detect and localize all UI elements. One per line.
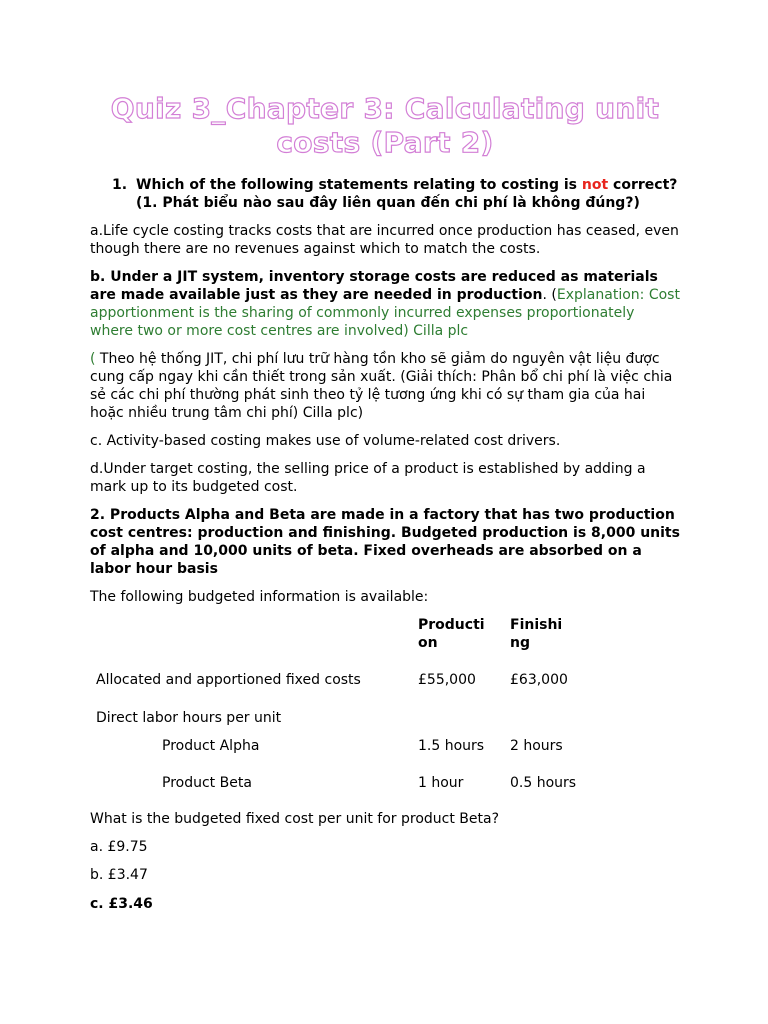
table-cell bbox=[412, 704, 504, 732]
option-b-vietnamese bbox=[90, 350, 680, 422]
answer-option-c: c. £3.46 bbox=[90, 896, 153, 912]
table-row bbox=[90, 760, 580, 806]
question-1-text bbox=[136, 176, 682, 212]
table-cell: £55,000 bbox=[418, 672, 476, 688]
question-2-prompt: What is the budgeted fixed cost per unit for product Beta? bbox=[90, 811, 499, 827]
table-cell: Direct labor hours per unit bbox=[96, 710, 282, 726]
option-d: d.Under target costing, the selling price of a product is established by adding a mark up to its budgeted cost. bbox=[90, 461, 646, 495]
table-cell: Product Alpha bbox=[162, 738, 260, 754]
table-cell: 1.5 hours bbox=[418, 738, 485, 754]
option-a: a.Life cycle costing tracks costs that are incurred once production has ceased, even though there are no revenues against which to match the costs. bbox=[90, 223, 679, 257]
option-c: c. Activity-based costing makes use of volume-related cost drivers. bbox=[90, 433, 561, 449]
table-cell: 2 hours bbox=[510, 738, 563, 754]
table-row bbox=[90, 656, 580, 704]
option-b-vietnamese-text: Theo hệ thống JIT, chi phí lưu trữ hàng tồn kho sẽ giảm do nguyên vật liệu được cung cấp ngay khi cần thiết trong sản xuất. (Giải thích: Phân bổ chi phí là việc chia sẻ các chi phí thường phát sinh theo tỷ lệ tương ứng khi có sự tham gia của hai hoặc nhiều trung tâm chi phí) Cilla plc) bbox=[90, 351, 673, 421]
question-2-intro: The following budgeted information is available: bbox=[90, 589, 429, 605]
table-header-cell bbox=[90, 610, 412, 656]
table-cell: 0.5 hours bbox=[510, 775, 577, 791]
table-row bbox=[90, 732, 580, 760]
table-header-cell: Producti on bbox=[418, 617, 485, 651]
table-header-row bbox=[90, 610, 580, 656]
table-cell bbox=[504, 704, 580, 732]
answer-option-b: b. £3.47 bbox=[90, 867, 148, 883]
option-b-text: b. Under a JIT system, inventory storage costs are reduced as materials are made available just as they are needed in production bbox=[90, 269, 658, 303]
question-2-text: 2. Products Alpha and Beta are made in a factory that has two production cost centres: production and finishing. Budgeted production is 8,000 units of alpha and 10,000 units of beta. Fixed overheads are absorbed on a labor hour basis bbox=[90, 507, 680, 577]
table-cell: £63,000 bbox=[510, 672, 568, 688]
option-b bbox=[90, 268, 680, 340]
option-b-explanation: Explanation: Cost apportionment is the sharing of commonly incurred expenses proportionately where two or more cost centres are involved) Cilla plc bbox=[90, 287, 680, 339]
question-1-stem-end: correct? bbox=[608, 177, 678, 193]
option-b-punct: . ( bbox=[542, 287, 557, 303]
answer-option-a: a. £9.75 bbox=[90, 839, 148, 855]
table-cell: Product Beta bbox=[162, 775, 252, 791]
budget-table bbox=[90, 610, 580, 806]
option-b-vietnamese-paren: ( bbox=[90, 351, 96, 367]
document-title: Quiz 3_Chapter 3: Calculating unit costs (Part 2) bbox=[110, 92, 660, 159]
table-cell: 1 hour bbox=[418, 775, 464, 791]
question-1-stem: Which of the following statements relating to costing is bbox=[136, 177, 582, 193]
question-1-highlight: not bbox=[581, 177, 609, 193]
table-row bbox=[90, 704, 580, 732]
table-cell: Allocated and apportioned fixed costs bbox=[96, 672, 361, 688]
question-1-number: 1. bbox=[112, 177, 128, 193]
question-1-translation: (1. Phát biểu nào sau đây liên quan đến chi phí là không đúng?) bbox=[136, 195, 640, 211]
table-header-cell: Finishi ng bbox=[510, 617, 563, 651]
